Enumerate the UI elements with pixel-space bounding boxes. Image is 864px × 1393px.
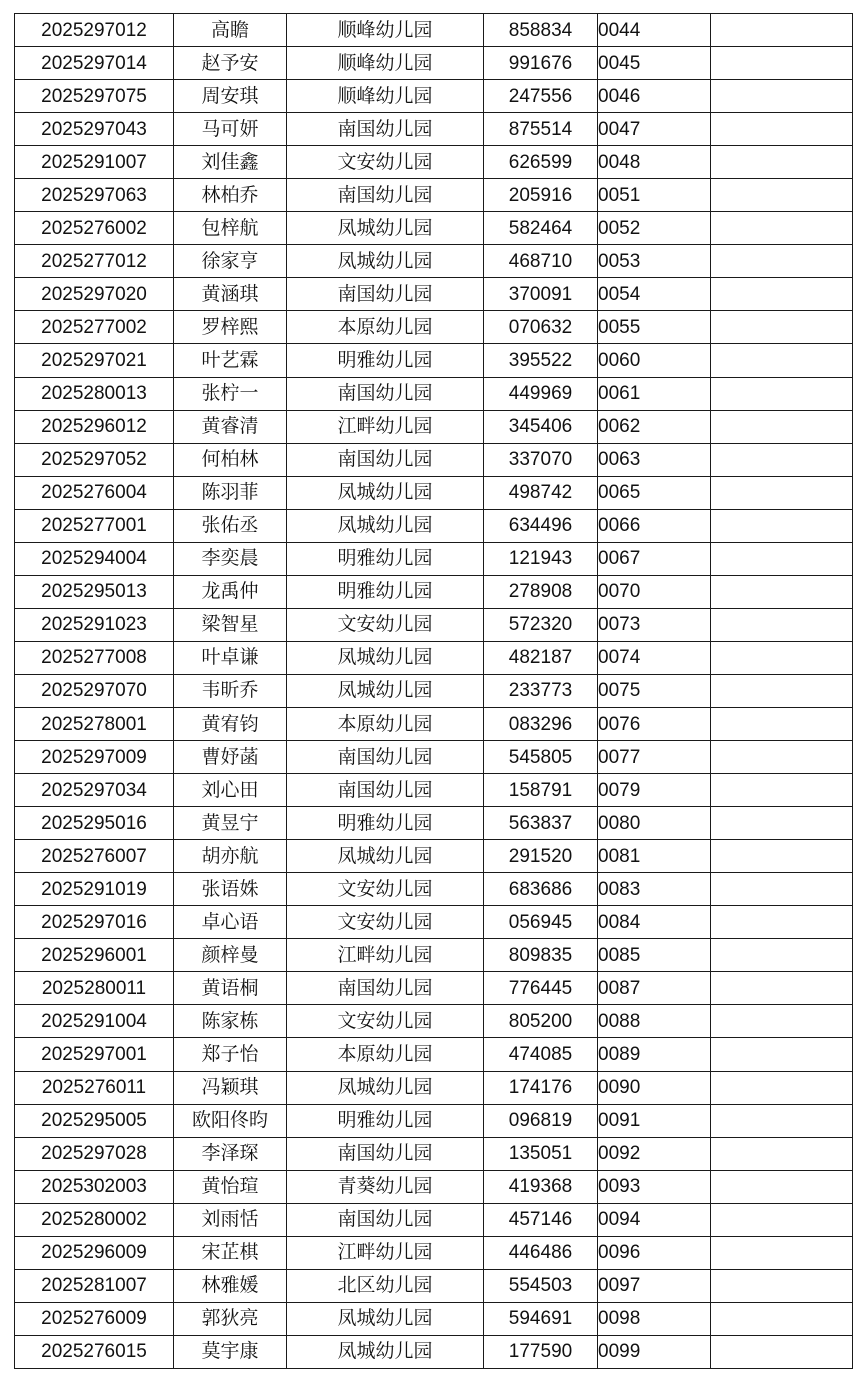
student-id-cell: 2025295005 xyxy=(15,1104,174,1137)
student-id-cell: 2025297043 xyxy=(15,113,174,146)
kindergarten-cell: 南国幼儿园 xyxy=(287,1203,484,1236)
sequence-number-cell: 0085 xyxy=(598,939,711,972)
student-id-cell: 2025297020 xyxy=(15,278,174,311)
note-cell xyxy=(711,608,853,641)
note-cell xyxy=(711,245,853,278)
table-row xyxy=(15,1071,853,1104)
table-row xyxy=(15,509,853,542)
sequence-number-cell: 0063 xyxy=(598,443,711,476)
code-cell: 083296 xyxy=(484,707,598,740)
student-id-cell: 2025302003 xyxy=(15,1170,174,1203)
note-cell xyxy=(711,278,853,311)
code-cell: 121943 xyxy=(484,542,598,575)
student-name-cell: 韦昕乔 xyxy=(174,674,287,707)
code-cell: 247556 xyxy=(484,80,598,113)
note-cell xyxy=(711,1038,853,1071)
table-row xyxy=(15,575,853,608)
code-cell: 776445 xyxy=(484,972,598,1005)
note-cell xyxy=(711,1005,853,1038)
kindergarten-cell: 南国幼儿园 xyxy=(287,179,484,212)
code-cell: 474085 xyxy=(484,1038,598,1071)
table-row xyxy=(15,1104,853,1137)
student-id-cell: 2025277002 xyxy=(15,311,174,344)
sequence-number-cell: 0076 xyxy=(598,707,711,740)
sequence-number-cell: 0089 xyxy=(598,1038,711,1071)
sequence-number-cell: 0060 xyxy=(598,344,711,377)
note-cell xyxy=(711,1170,853,1203)
note-cell xyxy=(711,1104,853,1137)
student-name-cell: 郑子怡 xyxy=(174,1038,287,1071)
sequence-number-cell: 0053 xyxy=(598,245,711,278)
sequence-number-cell: 0091 xyxy=(598,1104,711,1137)
code-cell: 582464 xyxy=(484,212,598,245)
student-name-cell: 刘心田 xyxy=(174,774,287,807)
table-row xyxy=(15,80,853,113)
table-row xyxy=(15,1005,853,1038)
student-name-cell: 张语姝 xyxy=(174,873,287,906)
kindergarten-cell: 青葵幼儿园 xyxy=(287,1170,484,1203)
sequence-number-cell: 0099 xyxy=(598,1335,711,1368)
sequence-number-cell: 0052 xyxy=(598,212,711,245)
code-cell: 545805 xyxy=(484,741,598,774)
table-row xyxy=(15,113,853,146)
kindergarten-cell: 顺峰幼儿园 xyxy=(287,80,484,113)
table-row xyxy=(15,1236,853,1269)
code-cell: 070632 xyxy=(484,311,598,344)
student-name-cell: 徐家亨 xyxy=(174,245,287,278)
student-id-cell: 2025276004 xyxy=(15,476,174,509)
kindergarten-cell: 南国幼儿园 xyxy=(287,774,484,807)
student-id-cell: 2025297014 xyxy=(15,47,174,80)
table-row xyxy=(15,47,853,80)
student-name-cell: 卓心语 xyxy=(174,906,287,939)
kindergarten-cell: 凤城幼儿园 xyxy=(287,509,484,542)
code-cell: 563837 xyxy=(484,807,598,840)
student-id-cell: 2025297009 xyxy=(15,741,174,774)
kindergarten-cell: 明雅幼儿园 xyxy=(287,1104,484,1137)
student-id-cell: 2025297034 xyxy=(15,774,174,807)
sequence-number-cell: 0092 xyxy=(598,1137,711,1170)
sequence-number-cell: 0066 xyxy=(598,509,711,542)
code-cell: 498742 xyxy=(484,476,598,509)
note-cell xyxy=(711,1269,853,1302)
code-cell: 233773 xyxy=(484,674,598,707)
note-cell xyxy=(711,807,853,840)
code-cell: 858834 xyxy=(484,14,598,47)
code-cell: 278908 xyxy=(484,575,598,608)
table-row xyxy=(15,972,853,1005)
student-name-cell: 刘佳鑫 xyxy=(174,146,287,179)
note-cell xyxy=(711,1071,853,1104)
kindergarten-cell: 凤城幼儿园 xyxy=(287,476,484,509)
sequence-number-cell: 0061 xyxy=(598,377,711,410)
table-row xyxy=(15,542,853,575)
table-row xyxy=(15,443,853,476)
code-cell: 594691 xyxy=(484,1302,598,1335)
sequence-number-cell: 0074 xyxy=(598,641,711,674)
sequence-number-cell: 0098 xyxy=(598,1302,711,1335)
code-cell: 177590 xyxy=(484,1335,598,1368)
sequence-number-cell: 0055 xyxy=(598,311,711,344)
code-cell: 626599 xyxy=(484,146,598,179)
sequence-number-cell: 0097 xyxy=(598,1269,711,1302)
student-id-cell: 2025297016 xyxy=(15,906,174,939)
student-name-cell: 张柠一 xyxy=(174,377,287,410)
sequence-number-cell: 0048 xyxy=(598,146,711,179)
kindergarten-cell: 本原幼儿园 xyxy=(287,311,484,344)
table-row xyxy=(15,641,853,674)
code-cell: 419368 xyxy=(484,1170,598,1203)
code-cell: 096819 xyxy=(484,1104,598,1137)
code-cell: 395522 xyxy=(484,344,598,377)
note-cell xyxy=(711,674,853,707)
table-row xyxy=(15,344,853,377)
note-cell xyxy=(711,1302,853,1335)
student-id-cell: 2025276011 xyxy=(15,1071,174,1104)
code-cell: 056945 xyxy=(484,906,598,939)
table-row xyxy=(15,212,853,245)
note-cell xyxy=(711,1236,853,1269)
student-name-cell: 叶卓谦 xyxy=(174,641,287,674)
kindergarten-cell: 江畔幼儿园 xyxy=(287,1236,484,1269)
student-id-cell: 2025296012 xyxy=(15,410,174,443)
student-id-cell: 2025281007 xyxy=(15,1269,174,1302)
student-id-cell: 2025291007 xyxy=(15,146,174,179)
student-id-cell: 2025277008 xyxy=(15,641,174,674)
note-cell xyxy=(711,873,853,906)
note-cell xyxy=(711,939,853,972)
note-cell xyxy=(711,14,853,47)
kindergarten-cell: 顺峰幼儿园 xyxy=(287,47,484,80)
code-cell: 572320 xyxy=(484,608,598,641)
table-row xyxy=(15,1302,853,1335)
roster-table xyxy=(14,13,853,1369)
code-cell: 345406 xyxy=(484,410,598,443)
code-cell: 370091 xyxy=(484,278,598,311)
sequence-number-cell: 0096 xyxy=(598,1236,711,1269)
student-name-cell: 林雅媛 xyxy=(174,1269,287,1302)
kindergarten-cell: 明雅幼儿园 xyxy=(287,344,484,377)
student-id-cell: 2025297012 xyxy=(15,14,174,47)
student-id-cell: 2025280013 xyxy=(15,377,174,410)
student-name-cell: 梁智星 xyxy=(174,608,287,641)
sequence-number-cell: 0045 xyxy=(598,47,711,80)
note-cell xyxy=(711,410,853,443)
code-cell: 805200 xyxy=(484,1005,598,1038)
kindergarten-cell: 明雅幼儿园 xyxy=(287,807,484,840)
kindergarten-cell: 南国幼儿园 xyxy=(287,741,484,774)
kindergarten-cell: 凤城幼儿园 xyxy=(287,840,484,873)
sequence-number-cell: 0067 xyxy=(598,542,711,575)
student-id-cell: 2025291023 xyxy=(15,608,174,641)
code-cell: 482187 xyxy=(484,641,598,674)
kindergarten-cell: 北区幼儿园 xyxy=(287,1269,484,1302)
sequence-number-cell: 0087 xyxy=(598,972,711,1005)
sequence-number-cell: 0065 xyxy=(598,476,711,509)
sequence-number-cell: 0051 xyxy=(598,179,711,212)
student-name-cell: 刘雨恬 xyxy=(174,1203,287,1236)
student-name-cell: 何柏林 xyxy=(174,443,287,476)
table-row xyxy=(15,410,853,443)
table-row xyxy=(15,1170,853,1203)
note-cell xyxy=(711,179,853,212)
sequence-number-cell: 0079 xyxy=(598,774,711,807)
student-id-cell: 2025295016 xyxy=(15,807,174,840)
note-cell xyxy=(711,575,853,608)
kindergarten-cell: 文安幼儿园 xyxy=(287,146,484,179)
code-cell: 291520 xyxy=(484,840,598,873)
kindergarten-cell: 文安幼儿园 xyxy=(287,608,484,641)
sequence-number-cell: 0094 xyxy=(598,1203,711,1236)
kindergarten-cell: 文安幼儿园 xyxy=(287,906,484,939)
note-cell xyxy=(711,212,853,245)
table-row xyxy=(15,146,853,179)
student-name-cell: 赵予安 xyxy=(174,47,287,80)
kindergarten-cell: 南国幼儿园 xyxy=(287,443,484,476)
code-cell: 634496 xyxy=(484,509,598,542)
table-row xyxy=(15,873,853,906)
student-name-cell: 张佑丞 xyxy=(174,509,287,542)
sequence-number-cell: 0044 xyxy=(598,14,711,47)
note-cell xyxy=(711,80,853,113)
table-row xyxy=(15,311,853,344)
student-name-cell: 黄宥钧 xyxy=(174,707,287,740)
code-cell: 337070 xyxy=(484,443,598,476)
table-row xyxy=(15,707,853,740)
student-id-cell: 2025291019 xyxy=(15,873,174,906)
table-row xyxy=(15,741,853,774)
sequence-number-cell: 0046 xyxy=(598,80,711,113)
note-cell xyxy=(711,774,853,807)
student-name-cell: 叶艺霖 xyxy=(174,344,287,377)
table-row xyxy=(15,807,853,840)
sequence-number-cell: 0093 xyxy=(598,1170,711,1203)
table-row xyxy=(15,245,853,278)
code-cell: 809835 xyxy=(484,939,598,972)
student-name-cell: 黄昱宁 xyxy=(174,807,287,840)
note-cell xyxy=(711,311,853,344)
student-id-cell: 2025276009 xyxy=(15,1302,174,1335)
student-name-cell: 李奕晨 xyxy=(174,542,287,575)
table-row xyxy=(15,278,853,311)
student-name-cell: 宋芷棋 xyxy=(174,1236,287,1269)
kindergarten-cell: 本原幼儿园 xyxy=(287,1038,484,1071)
student-id-cell: 2025280002 xyxy=(15,1203,174,1236)
code-cell: 468710 xyxy=(484,245,598,278)
student-id-cell: 2025277012 xyxy=(15,245,174,278)
student-id-cell: 2025278001 xyxy=(15,707,174,740)
kindergarten-cell: 凤城幼儿园 xyxy=(287,641,484,674)
student-id-cell: 2025276002 xyxy=(15,212,174,245)
sequence-number-cell: 0088 xyxy=(598,1005,711,1038)
note-cell xyxy=(711,113,853,146)
table-row xyxy=(15,608,853,641)
note-cell xyxy=(711,377,853,410)
code-cell: 991676 xyxy=(484,47,598,80)
student-name-cell: 陈家栋 xyxy=(174,1005,287,1038)
note-cell xyxy=(711,47,853,80)
table-row xyxy=(15,1269,853,1302)
code-cell: 158791 xyxy=(484,774,598,807)
student-name-cell: 黄睿清 xyxy=(174,410,287,443)
table-row xyxy=(15,840,853,873)
sequence-number-cell: 0073 xyxy=(598,608,711,641)
kindergarten-cell: 凤城幼儿园 xyxy=(287,245,484,278)
kindergarten-cell: 南国幼儿园 xyxy=(287,278,484,311)
kindergarten-cell: 凤城幼儿园 xyxy=(287,674,484,707)
sequence-number-cell: 0083 xyxy=(598,873,711,906)
kindergarten-cell: 江畔幼儿园 xyxy=(287,939,484,972)
student-id-cell: 2025296009 xyxy=(15,1236,174,1269)
kindergarten-cell: 明雅幼儿园 xyxy=(287,575,484,608)
sequence-number-cell: 0070 xyxy=(598,575,711,608)
sequence-number-cell: 0062 xyxy=(598,410,711,443)
student-name-cell: 林柏乔 xyxy=(174,179,287,212)
table-row xyxy=(15,939,853,972)
student-name-cell: 龙禹仲 xyxy=(174,575,287,608)
student-id-cell: 2025297001 xyxy=(15,1038,174,1071)
sequence-number-cell: 0090 xyxy=(598,1071,711,1104)
code-cell: 457146 xyxy=(484,1203,598,1236)
student-id-cell: 2025276007 xyxy=(15,840,174,873)
student-id-cell: 2025297021 xyxy=(15,344,174,377)
student-name-cell: 包梓航 xyxy=(174,212,287,245)
kindergarten-cell: 凤城幼儿园 xyxy=(287,1071,484,1104)
student-id-cell: 2025297070 xyxy=(15,674,174,707)
note-cell xyxy=(711,476,853,509)
student-name-cell: 李泽琛 xyxy=(174,1137,287,1170)
student-id-cell: 2025280011 xyxy=(15,972,174,1005)
student-name-cell: 马可妍 xyxy=(174,113,287,146)
student-name-cell: 周安琪 xyxy=(174,80,287,113)
kindergarten-cell: 凤城幼儿园 xyxy=(287,1335,484,1368)
table-row xyxy=(15,1137,853,1170)
code-cell: 875514 xyxy=(484,113,598,146)
table-row xyxy=(15,674,853,707)
student-id-cell: 2025294004 xyxy=(15,542,174,575)
note-cell xyxy=(711,344,853,377)
student-id-cell: 2025297052 xyxy=(15,443,174,476)
student-name-cell: 莫宇康 xyxy=(174,1335,287,1368)
kindergarten-cell: 南国幼儿园 xyxy=(287,972,484,1005)
student-id-cell: 2025297075 xyxy=(15,80,174,113)
student-name-cell: 黄涵琪 xyxy=(174,278,287,311)
student-name-cell: 罗梓熙 xyxy=(174,311,287,344)
note-cell xyxy=(711,707,853,740)
kindergarten-cell: 南国幼儿园 xyxy=(287,377,484,410)
table-row xyxy=(15,476,853,509)
code-cell: 174176 xyxy=(484,1071,598,1104)
note-cell xyxy=(711,1203,853,1236)
note-cell xyxy=(711,1137,853,1170)
student-name-cell: 颜梓曼 xyxy=(174,939,287,972)
student-name-cell: 黄语桐 xyxy=(174,972,287,1005)
student-name-cell: 陈羽菲 xyxy=(174,476,287,509)
table-row xyxy=(15,1038,853,1071)
table-row xyxy=(15,1203,853,1236)
table-row xyxy=(15,377,853,410)
table-row xyxy=(15,14,853,47)
student-id-cell: 2025297028 xyxy=(15,1137,174,1170)
code-cell: 449969 xyxy=(484,377,598,410)
kindergarten-cell: 文安幼儿园 xyxy=(287,873,484,906)
code-cell: 205916 xyxy=(484,179,598,212)
kindergarten-cell: 凤城幼儿园 xyxy=(287,212,484,245)
kindergarten-cell: 本原幼儿园 xyxy=(287,707,484,740)
note-cell xyxy=(711,146,853,179)
student-name-cell: 黄怡瑄 xyxy=(174,1170,287,1203)
note-cell xyxy=(711,1335,853,1368)
student-name-cell: 欧阳佟昀 xyxy=(174,1104,287,1137)
table-row xyxy=(15,179,853,212)
kindergarten-cell: 文安幼儿园 xyxy=(287,1005,484,1038)
kindergarten-cell: 明雅幼儿园 xyxy=(287,542,484,575)
note-cell xyxy=(711,972,853,1005)
student-id-cell: 2025297063 xyxy=(15,179,174,212)
sequence-number-cell: 0075 xyxy=(598,674,711,707)
student-name-cell: 胡亦航 xyxy=(174,840,287,873)
student-id-cell: 2025277001 xyxy=(15,509,174,542)
code-cell: 683686 xyxy=(484,873,598,906)
student-name-cell: 冯颖琪 xyxy=(174,1071,287,1104)
student-name-cell: 曹妤菡 xyxy=(174,741,287,774)
code-cell: 554503 xyxy=(484,1269,598,1302)
student-id-cell: 2025295013 xyxy=(15,575,174,608)
note-cell xyxy=(711,542,853,575)
sequence-number-cell: 0077 xyxy=(598,741,711,774)
table-row xyxy=(15,906,853,939)
table-row xyxy=(15,1335,853,1368)
sequence-number-cell: 0084 xyxy=(598,906,711,939)
student-id-cell: 2025296001 xyxy=(15,939,174,972)
kindergarten-cell: 凤城幼儿园 xyxy=(287,1302,484,1335)
kindergarten-cell: 江畔幼儿园 xyxy=(287,410,484,443)
student-id-cell: 2025276015 xyxy=(15,1335,174,1368)
note-cell xyxy=(711,641,853,674)
note-cell xyxy=(711,509,853,542)
code-cell: 135051 xyxy=(484,1137,598,1170)
table-row xyxy=(15,774,853,807)
roster-table-body xyxy=(15,14,853,1369)
kindergarten-cell: 南国幼儿园 xyxy=(287,1137,484,1170)
sequence-number-cell: 0081 xyxy=(598,840,711,873)
sequence-number-cell: 0080 xyxy=(598,807,711,840)
sequence-number-cell: 0054 xyxy=(598,278,711,311)
note-cell xyxy=(711,741,853,774)
sequence-number-cell: 0047 xyxy=(598,113,711,146)
student-name-cell: 郭狄亮 xyxy=(174,1302,287,1335)
note-cell xyxy=(711,906,853,939)
kindergarten-cell: 南国幼儿园 xyxy=(287,113,484,146)
code-cell: 446486 xyxy=(484,1236,598,1269)
kindergarten-cell: 顺峰幼儿园 xyxy=(287,14,484,47)
note-cell xyxy=(711,443,853,476)
student-name-cell: 高瞻 xyxy=(174,14,287,47)
note-cell xyxy=(711,840,853,873)
student-id-cell: 2025291004 xyxy=(15,1005,174,1038)
